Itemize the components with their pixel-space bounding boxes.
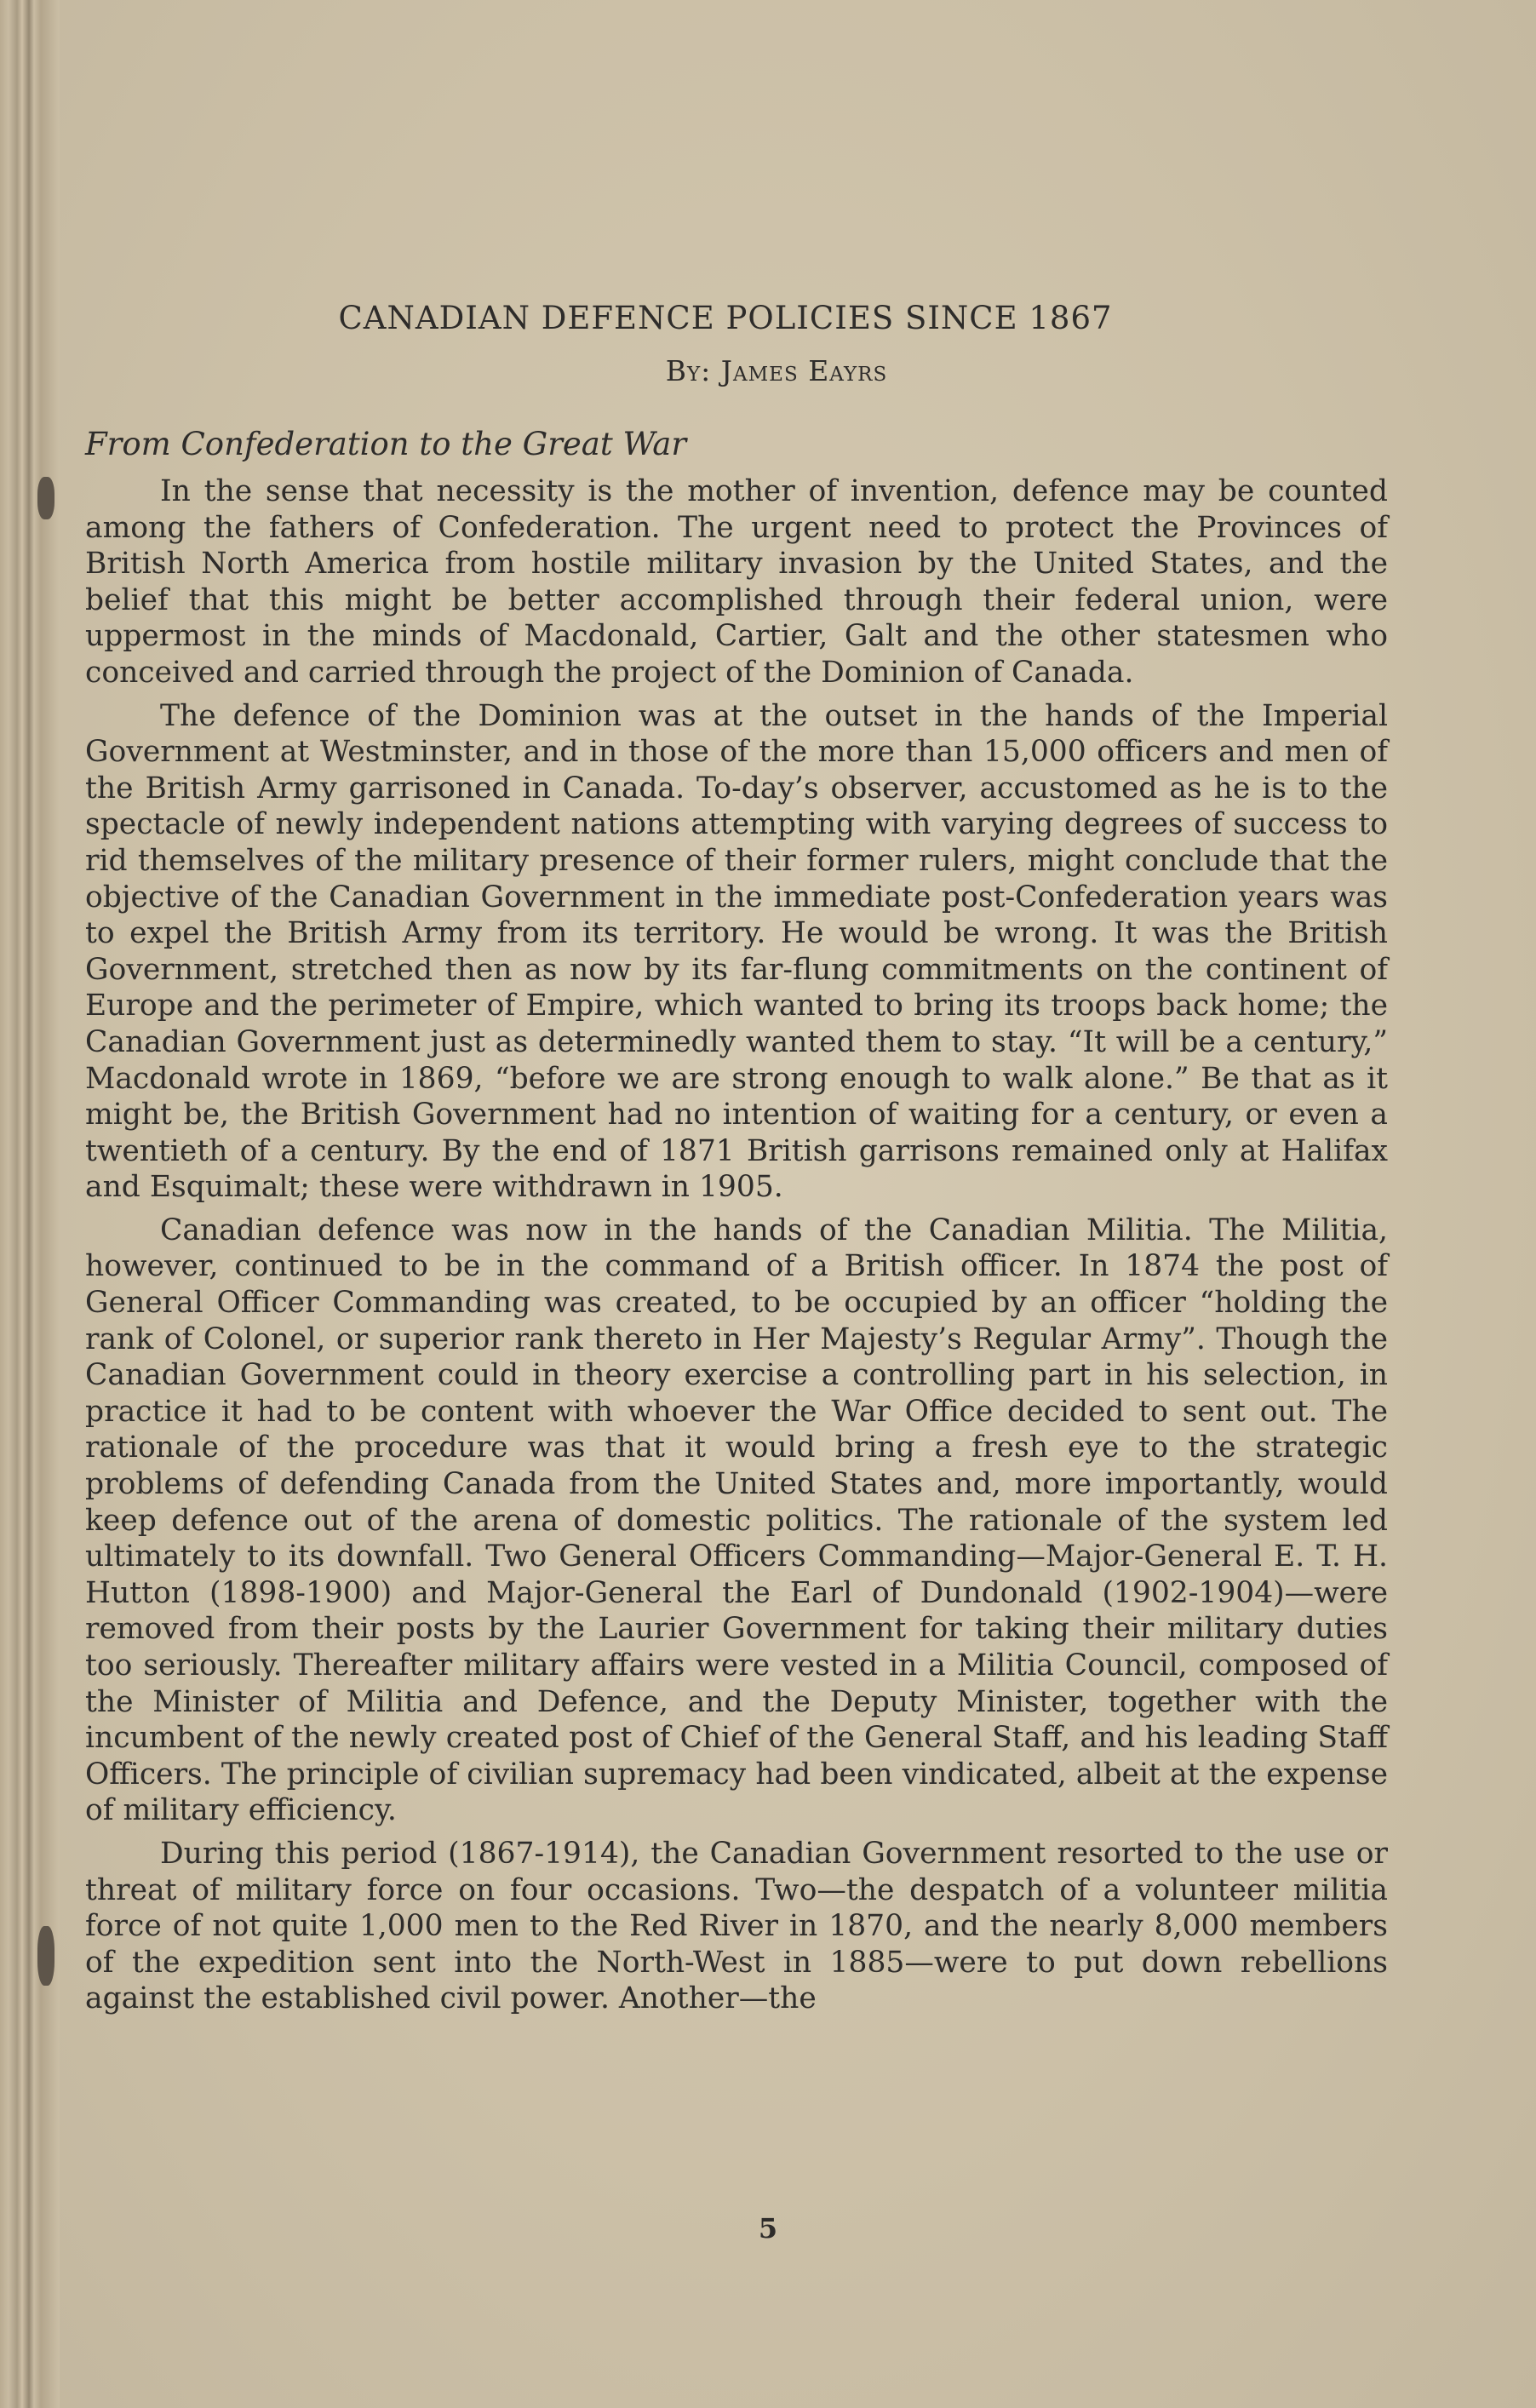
page-number: 5	[758, 2212, 778, 2245]
paragraph: Canadian defence was now in the hands of the Canadian Militia. The Militia, however, continued to be in the command of a British officer. In 1874 the post of General Officer Commanding was created, to be occupied by an officer “holding the rank of Colonel, or superior rank thereto in Her Majesty’s Regular Army”. Though the Canadian Government could in theory exercise a controlling part in his selection, in practice it had to be content with whoever the War Office decided to sent out. The rationale of the procedure was that it would bring a fresh eye to the strategic problems of defending Canada from the United States and, more importantly, would keep defence out of the arena of domestic politics. The rationale of the system led ultimately to its downfall. Two General Officers Commanding—Major-General E. T. H. Hutton (1898-1900) and Major-General the Earl of Dundonald (1902-1904)—were removed from their posts by the Laurier Government for taking their military duties too seriously. Thereafter military affairs were vested in a Militia Council, composed of the Minister of Militia and Defence, and the Deputy Minister, together with the incumbent of the newly created post of Chief of the General Staff, and his leading Staff Officers. The principle of civilian supremacy had been vindicated, albeit at the expense of military efficiency.	[85, 1213, 1388, 1828]
paragraph: The defence of the Dominion was at the outset in the hands of the Imperial Government at Westminster, and in those of the more than 15,000 officers and men of the British Army garrisoned in Canada. To-day’s observer, accustomed as he is to the spectacle of newly independent nations attempting with varying degrees of success to rid themselves of the military presence of their former rulers, might conclude that the objective of the Canadian Government in the immediate post-Confederation years was to expel the British Army from its territory. He would be wrong. It was the British Government, stretched then as now by its far-flung commitments on the continent of Europe and the perimeter of Empire, which wanted to bring its troops back home; the Canadian Government just as determinedly wanted them to stay. “It will be a century,” Macdonald wrote in 1869, “before we are strong enough to walk alone.” Be that as it might be, the British Government had no intention of waiting for a century, or even a twentieth of a century. By the end of 1871 British garrisons remained only at Halifax and Esquimalt; these were withdrawn in 1905.	[85, 698, 1388, 1205]
article-author: By: James Eayrs	[665, 354, 888, 387]
binding-mark	[37, 477, 54, 519]
section-heading: From Confederation to the Great War	[85, 426, 687, 462]
paragraph: In the sense that necessity is the mother of invention, defence may be counted among the fathers of Confederation. The urgent need to protect the Provinces of British North America from hostile military invasion by the United States, and the belief that this might be better accomplished through their federal union, were uppermost in the minds of Macdonald, Cartier, Galt and the other statesmen who conceived and carried through the project of the Dominion of Canada.	[85, 474, 1388, 690]
article-title: CANADIAN DEFENCE POLICIES SINCE 1867	[338, 300, 1113, 336]
paragraph: During this period (1867-1914), the Canadian Government resorted to the use or threat of military force on four occasions. Two—the despatch of a volunteer militia force of not quite 1,000 men to the Red River in 1870, and the nearly 8,000 members of the expedition sent into the North-West in 1885—were to put down rebellions against the established civil power. Another—the	[85, 1836, 1388, 2016]
binding-mark	[37, 1926, 54, 1986]
article-body	[85, 473, 1388, 2024]
